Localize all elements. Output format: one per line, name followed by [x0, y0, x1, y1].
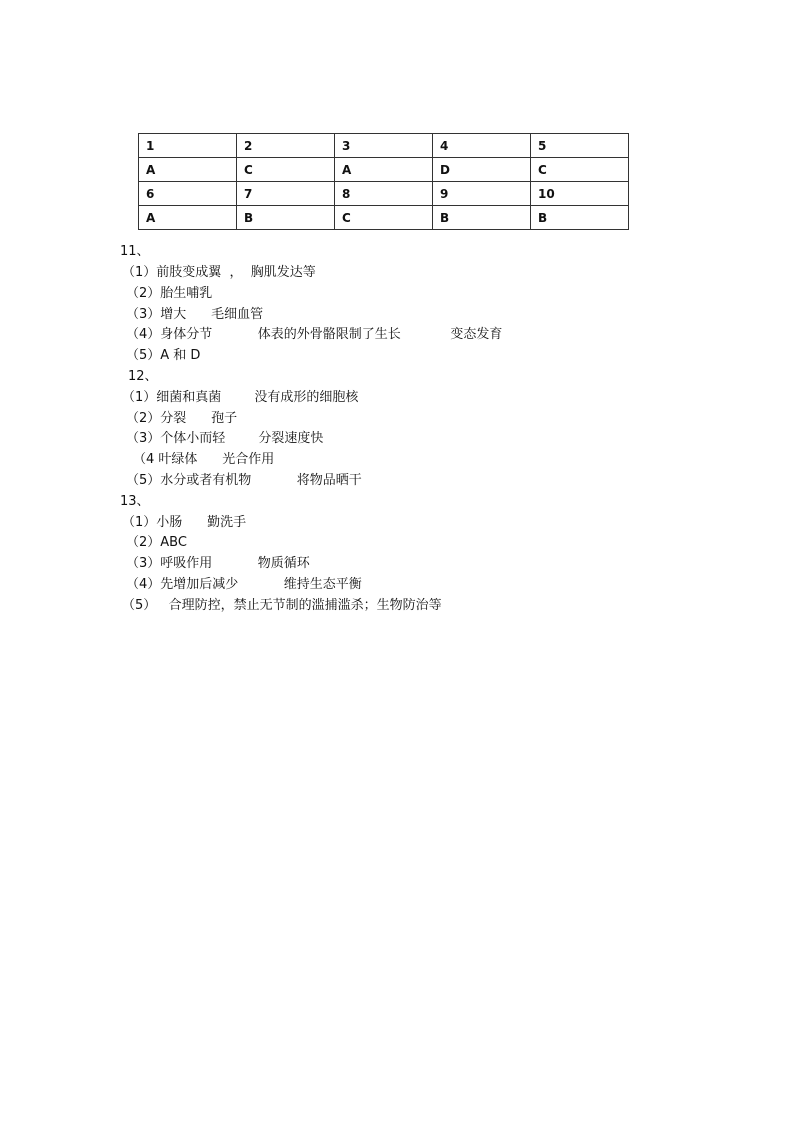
q13-answer-5: （5） 合理防控，禁止无节制的滥捕滥杀；生物防治等 [122, 598, 442, 613]
table-cell: 4 [433, 134, 531, 158]
q11-answer-4: （4）身体分节 体表的外骨骼限制了生长 变态发育 [126, 327, 503, 342]
q12-answer-3: （3）个体小而轻 分裂速度快 [126, 431, 324, 446]
table-cell: 9 [433, 182, 531, 206]
table-cell: 8 [335, 182, 433, 206]
table-cell: 10 [531, 182, 629, 206]
q13-answer-3: （3）呼吸作用 物质循环 [126, 556, 310, 571]
q12-answer-5: （5）水分或者有机物 将物品晒干 [126, 473, 362, 488]
table-row [139, 206, 629, 230]
table-row [139, 134, 629, 158]
table-cell: B [433, 206, 531, 230]
q11-answer-1: （1）前肢变成翼 ， 胸肌发达等 [122, 265, 316, 280]
q13-heading: 13、 [120, 494, 150, 509]
q13-answer-1: （1）小肠 勤洗手 [122, 515, 247, 530]
table-cell: A [139, 158, 237, 182]
q11-answer-2: （2）胎生哺乳 [126, 286, 213, 301]
table-cell: C [531, 158, 629, 182]
q12-answer-4: （4 叶绿体 光合作用 [133, 452, 275, 467]
table-cell: 3 [335, 134, 433, 158]
table-cell: 1 [139, 134, 237, 158]
q13-answer-2: （2）ABC [126, 535, 187, 550]
q11-answer-3: （3）增大 毛细血管 [126, 307, 264, 322]
table-cell: 6 [139, 182, 237, 206]
q12-answer-1: （1）细菌和真菌 没有成形的细胞核 [122, 390, 359, 405]
table-cell: B [237, 206, 335, 230]
table-cell: 5 [531, 134, 629, 158]
q12-heading: 12、 [128, 369, 158, 384]
table-cell: 2 [237, 134, 335, 158]
table-cell: C [335, 206, 433, 230]
table-cell: D [433, 158, 531, 182]
table-cell: A [139, 206, 237, 230]
table-cell: 7 [237, 182, 335, 206]
answer-table [138, 133, 629, 230]
q13-answer-4: （4）先增加后减少 维持生态平衡 [126, 577, 362, 592]
table-cell: A [335, 158, 433, 182]
table-cell: C [237, 158, 335, 182]
q11-answer-5: （5）A 和 D [126, 348, 201, 363]
table-row [139, 158, 629, 182]
q11-heading: 11、 [120, 244, 150, 259]
q12-answer-2: （2）分裂 孢子 [126, 411, 238, 426]
table-cell: B [531, 206, 629, 230]
table-row [139, 182, 629, 206]
